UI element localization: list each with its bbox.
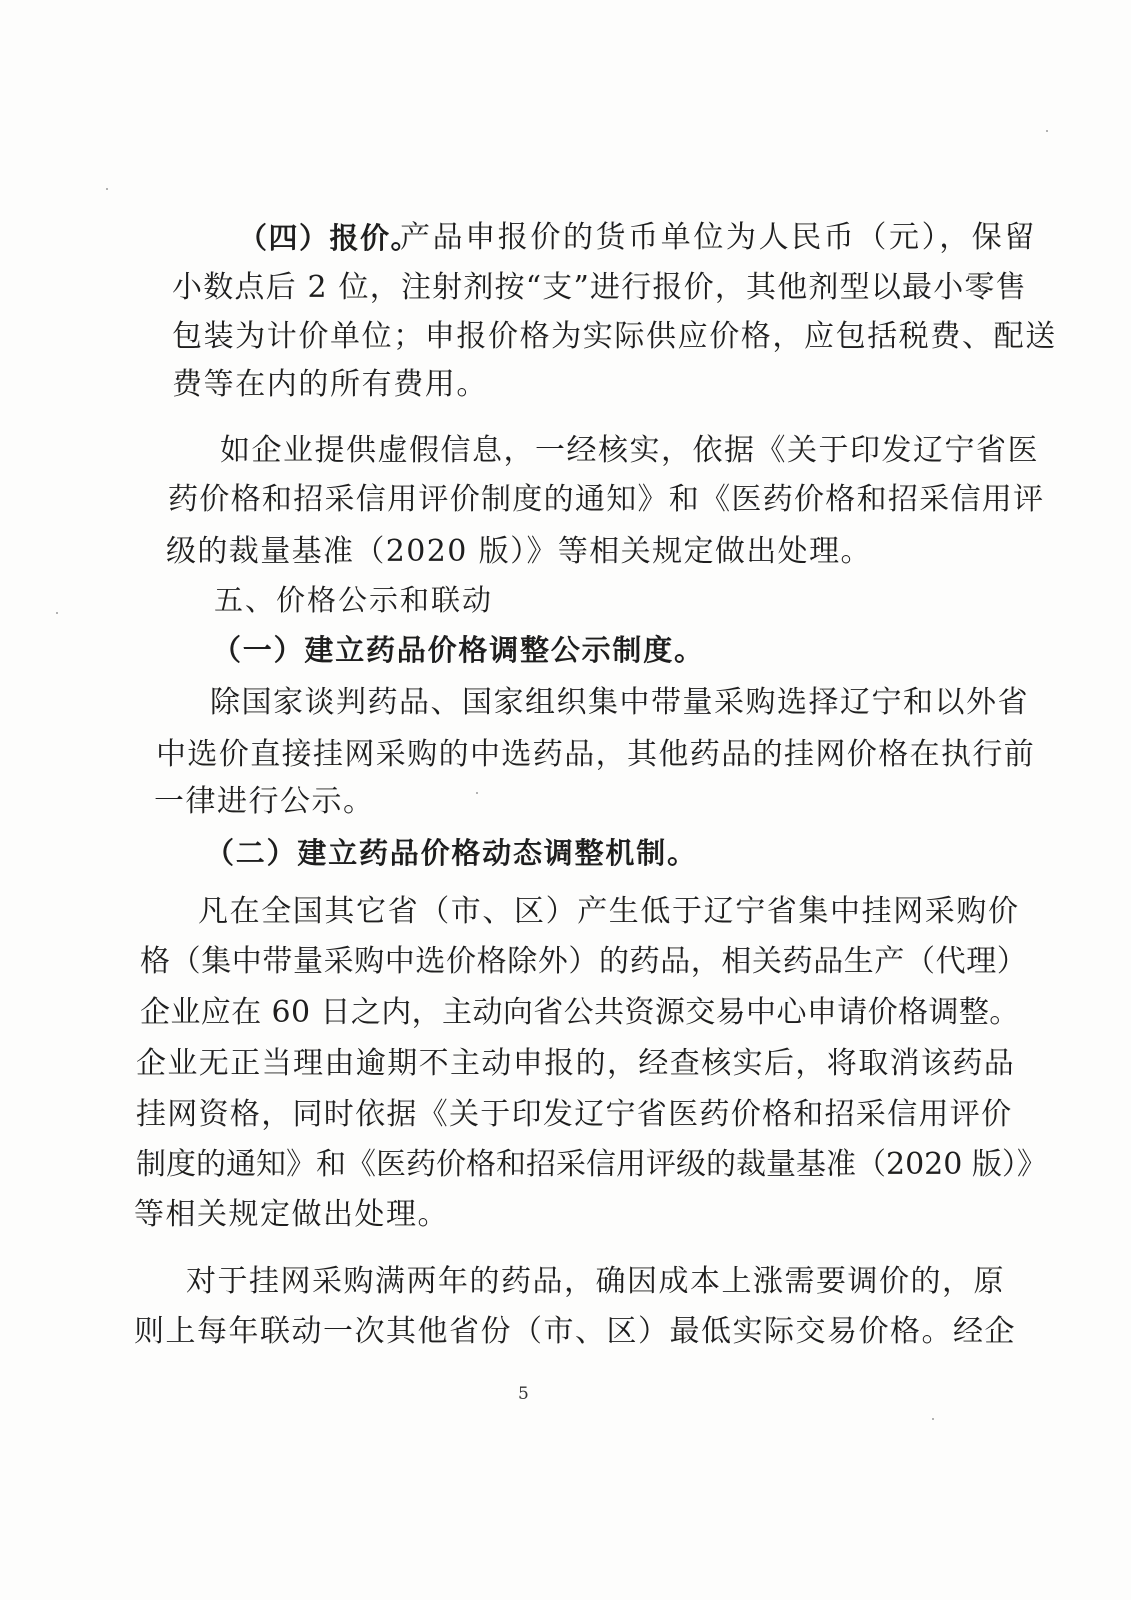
paragraph-line: 格（集中带量采购中选价格除外）的药品，相关药品生产（代理） xyxy=(140,944,1028,979)
paragraph-line: 一律进行公示。 xyxy=(154,784,375,819)
paragraph-line: 制度的通知》和《医药价格和招采信用评级的裁量基准（2020 版）》 xyxy=(136,1147,1047,1182)
paragraph-line: 小数点后 2 位，注射剂按“支”进行报价，其他剂型以最小零售 xyxy=(172,270,1027,305)
page-number: 5 xyxy=(518,1384,529,1404)
paragraph-line: 企业应在 60 日之内，主动向省公共资源交易中心申请价格调整。 xyxy=(140,995,1020,1030)
paragraph-line: 挂网资格，同时依据《关于印发辽宁省医药价格和招采信用评价 xyxy=(136,1097,1013,1132)
paragraph-line: 企业无正当理由逾期不主动申报的，经查核实后，将取消该药品 xyxy=(136,1046,1016,1081)
paragraph-line: 费等在内的所有费用。 xyxy=(172,367,488,402)
paragraph-line: 则上每年联动一次其他省份（市、区）最低实际交易价格。经企 xyxy=(134,1314,1016,1349)
paragraph-line: 中选价直接挂网采购的中选药品，其他药品的挂网价格在执行前 xyxy=(156,737,1036,772)
scan-speck xyxy=(476,792,478,794)
scan-speck xyxy=(932,1418,934,1420)
paragraph-line: 凡在全国其它省（市、区）产生低于辽宁省集中挂网采购价 xyxy=(198,894,1020,929)
paragraph-line: 等相关规定做出处理。 xyxy=(134,1197,449,1232)
paragraph-line: 产品申报价的货币单位为人民币（元），保留 xyxy=(400,220,1037,255)
section-5-2-heading: （二）建立药品价格动态调整机制。 xyxy=(205,836,698,870)
paragraph-line: 包装为计价单位；申报价格为实际供应价格，应包括税费、配送 xyxy=(172,319,1057,354)
paragraph-line: 药价格和招采信用评价制度的通知》和《医药价格和招采信用评 xyxy=(168,482,1045,517)
paragraph-line: 级的裁量基准（2020 版）》等相关规定做出处理。 xyxy=(166,534,872,569)
scan-speck xyxy=(1046,130,1048,132)
section-5-heading: 五、价格公示和联动 xyxy=(214,583,494,617)
paragraph-line: 除国家谈判药品、国家组织集中带量采购选择辽宁和以外省 xyxy=(210,685,1029,720)
section-4-heading: （四）报价。 xyxy=(238,221,422,255)
scan-speck xyxy=(106,188,108,190)
paragraph-line: 对于挂网采购满两年的药品，确因成本上涨需要调价的，原 xyxy=(186,1264,1005,1299)
section-5-1-heading: （一）建立药品价格调整公示制度。 xyxy=(212,633,705,667)
paragraph-line: 如企业提供虚假信息，一经核实，依据《关于印发辽宁省医 xyxy=(220,433,1039,468)
scan-speck xyxy=(56,612,58,614)
